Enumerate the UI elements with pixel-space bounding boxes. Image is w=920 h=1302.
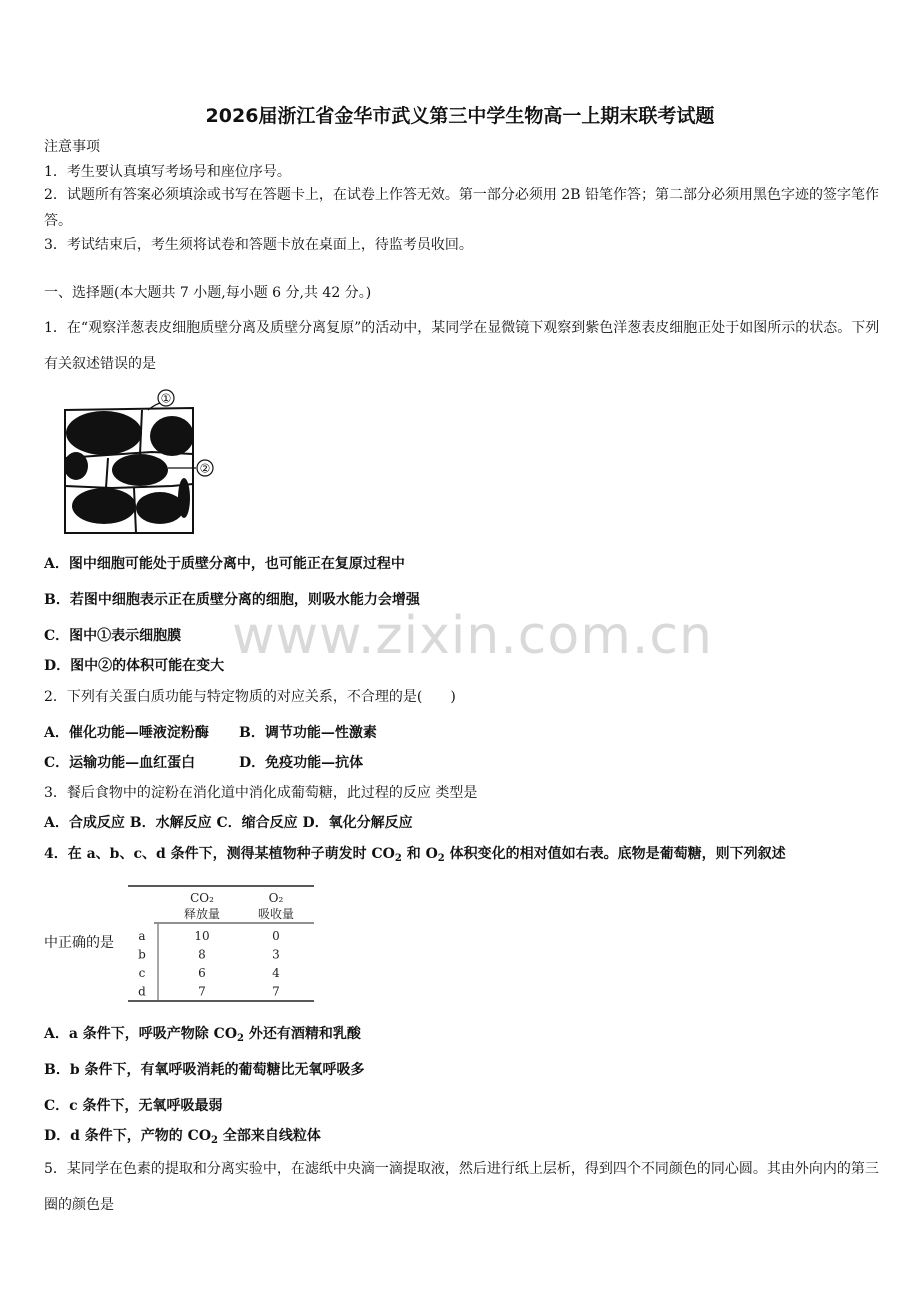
- q1-stem: 1．在“观察洋葱表皮细胞质壁分离及质壁分离复原”的活动中，某同学在显微镜下观察到紫色洋葱表皮细胞正处于如图所示的状态。下列有关叙述错误的是: [44, 320, 880, 372]
- q2-options-row-2: [44, 754, 363, 772]
- notice-item-2: 2．试题所有答案必须填涂或书写在答题卡上，在试卷上作答无效。第一部分必须用 2B 铅笔作答；第二部分必须用黑色字迹的签字笔作答。: [44, 187, 879, 229]
- q4-stem-end: 中正确的是: [44, 935, 114, 951]
- table-cell: 7: [272, 984, 280, 999]
- table-cell: 3: [272, 947, 280, 962]
- q5-stem: 5．某同学在色素的提取和分离实验中，在滤纸中央滴一滴提取液，然后进行纸上层析，得到四个不同颜色的同心圆。其由外向内的第三圈的颜色是: [44, 1161, 879, 1213]
- table-cell: 10: [194, 929, 210, 943]
- q1-option-b: B．若图中细胞表示正在质壁分离的细胞，则吸水能力会增强: [44, 592, 420, 608]
- watermark: www.zixin.com.cn: [232, 606, 713, 666]
- header-co2: CO₂: [190, 891, 214, 905]
- q2-option-c: C．运输功能—血红蛋白: [44, 755, 196, 771]
- q4-option-d: D．d 条件下，产物的 $CO_2$ 全部来自线粒体: [44, 1128, 321, 1146]
- table-cell: 8: [198, 947, 206, 962]
- q4-option-a: A．a 条件下，呼吸产物除 $CO_2$ 外还有酒精和乳酸: [44, 1026, 361, 1044]
- q2-option-b: B．调节功能—性激素: [239, 725, 377, 741]
- q3-stem: 3．餐后食物中的淀粉在消化道中消化成葡萄糖，此过程的反应 类型是: [44, 785, 478, 801]
- header-absorb: 吸收量: [257, 907, 295, 921]
- table-cell: 6: [198, 966, 206, 980]
- table-cell: 4: [272, 966, 280, 980]
- q2-option-d: D．免疫功能—抗体: [239, 755, 364, 771]
- q4-option-c: C．c 条件下，无氧呼吸最弱: [44, 1098, 223, 1114]
- notice-item-3: 3．考试结束后，考生须将试卷和答题卡放在桌面上，待监考员收回。: [44, 237, 473, 253]
- q4-option-b: B．b 条件下，有氧呼吸消耗的葡萄糖比无氧呼吸多: [44, 1062, 365, 1078]
- notice-item-1: 1．考生要认真填写考场号和座位序号。: [44, 164, 291, 180]
- section-heading: 一、选择题(本大题共 7 小题,每小题 6 分,共 42 分。): [44, 285, 372, 301]
- q2-option-a: A．催化功能—唾液淀粉酶: [44, 725, 209, 741]
- notice-heading: 注意事项: [44, 139, 100, 155]
- header-release: 释放量: [183, 907, 221, 921]
- table-cell: 0: [272, 929, 280, 943]
- figure-label-1: ①: [160, 391, 172, 406]
- q4-stem: 4．在 a、b、c、d 条件下，测得某植物种子萌发时 $CO_2$ 和 $O_2$ 体积变化的相对值如右表。底物是葡萄糖，则下列叙述: [44, 846, 786, 864]
- q3-options: A．合成反应 B．水解反应 C．缩合反应 D．氧化分解反应: [44, 815, 413, 831]
- table-row-label: a: [138, 929, 146, 943]
- q2-stem: 2．下列有关蛋白质功能与特定物质的对应关系，不合理的是( ): [44, 689, 456, 705]
- page-title: 2026届浙江省金华市武义第三中学生物高一上期末联考试题: [205, 105, 715, 127]
- header-o2: O₂: [268, 891, 284, 905]
- onion-cell-figure: [62, 388, 222, 536]
- table-row-label: c: [138, 966, 146, 980]
- q4-data-table: [126, 884, 318, 1006]
- q2-options-row-1: [44, 724, 377, 742]
- table-row-label: d: [138, 984, 146, 999]
- q1-option-d: D．图中②的体积可能在变大: [44, 658, 225, 674]
- table-cell: 7: [198, 984, 206, 999]
- figure-label-2: ②: [199, 461, 211, 476]
- q1-option-c: C．图中①表示细胞膜: [44, 628, 182, 644]
- q1-option-a: A．图中细胞可能处于质壁分离中，也可能正在复原过程中: [44, 556, 405, 572]
- table-row-label: b: [138, 947, 146, 962]
